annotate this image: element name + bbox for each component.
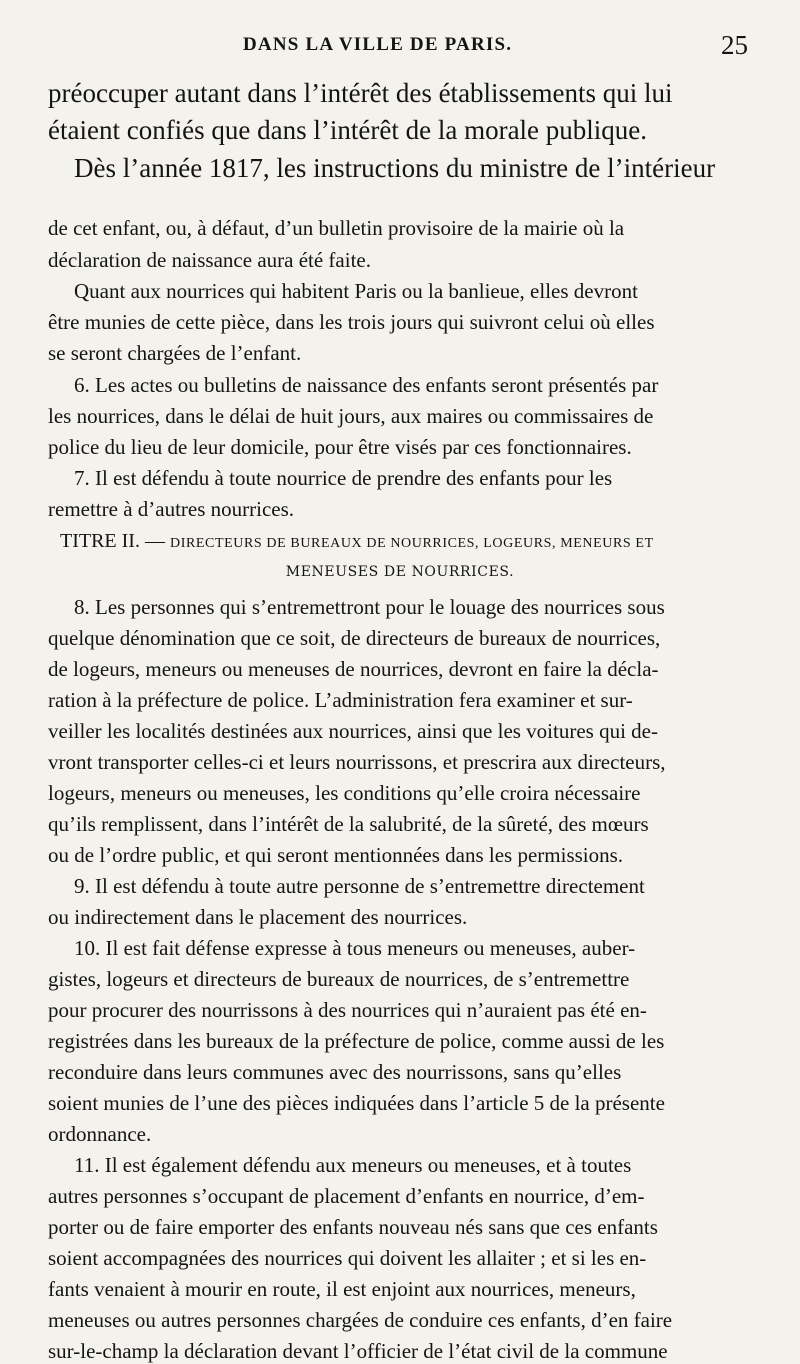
text-line: préoccuper autant dans l’intérêt des établissements qui lui <box>48 78 673 108</box>
running-title: DANS LA VILLE DE PARIS. <box>243 34 513 55</box>
text-line: pour procurer des nourrissons à des nourrices qui n’auraient pas été en- <box>48 998 647 1022</box>
text-line: 8. Les personnes qui s’entremettront pour le louage des nourrices sous <box>74 595 665 619</box>
text-line: déclaration de naissance aura été faite. <box>48 248 371 272</box>
text-line: Dès l’année 1817, les instructions du ministre de l’intérieur <box>74 153 716 183</box>
text-line: 7. Il est défendu à toute nourrice de prendre des enfants pour les <box>74 466 613 490</box>
text-line: porter ou de faire emporter des enfants nouveau nés sans que ces enfants <box>48 1215 658 1239</box>
text-line: 9. Il est défendu à toute autre personne de s’entremettre directement <box>74 874 645 898</box>
section-title-continued: MENEUSES DE NOURRICES. <box>285 564 515 580</box>
text-line: soient accompagnées des nourrices qui doivent les allaiter ; et si les en- <box>48 1246 647 1270</box>
text-line: étaient confiés que dans l’intérêt de la morale publique. <box>48 115 648 145</box>
text-line: ou indirectement dans le placement des nourrices. <box>48 905 468 929</box>
text-line: qu’ils remplissent, dans l’intérêt de la salubrité, de la sûreté, des mœurs <box>48 812 649 836</box>
page-header <box>0 30 800 64</box>
text-line: ou de l’ordre public, et qui seront mentionnées dans les permissions. <box>48 843 624 867</box>
text-line: les nourrices, dans le délai de huit jours, aux maires ou commissaires de <box>48 404 654 428</box>
text-line: remettre à d’autres nourrices. <box>48 497 295 521</box>
text-line: de cet enfant, ou, à défaut, d’un bulletin provisoire de la mairie où la <box>48 216 625 240</box>
text-line: police du lieu de leur domicile, pour être visés par ces fonctionnaires. <box>48 435 632 459</box>
text-line: vront transporter celles-ci et leurs nourrissons, et prescrira aux directeurs, <box>48 750 666 774</box>
text-line: veiller les localités destinées aux nourrices, ainsi que les voitures qui de- <box>48 719 658 743</box>
text-line: Quant aux nourrices qui habitent Paris ou la banlieue, elles devront <box>74 279 638 303</box>
page-number: 25 <box>721 30 748 60</box>
text-line: logeurs, meneurs ou meneuses, les conditions qu’elle croira nécessaire <box>48 781 641 805</box>
text-line: de logeurs, meneurs ou meneuses de nourrices, devront en faire la décla- <box>48 657 659 681</box>
section-heading <box>60 530 780 553</box>
text-line: 6. Les actes ou bulletins de naissance des enfants seront présentés par <box>74 373 659 397</box>
text-line: registrées dans les bureaux de la préfecture de police, comme aussi de les <box>48 1029 665 1053</box>
text-line: ration à la préfecture de police. L’administration fera examiner et sur- <box>48 688 633 712</box>
text-line: autres personnes s’occupant de placement d’enfants en nourrice, d’em- <box>48 1184 645 1208</box>
text-line: 10. Il est fait défense expresse à tous meneurs ou meneuses, auber- <box>74 936 636 960</box>
text-line: se seront chargées de l’enfant. <box>48 341 302 365</box>
text-line: gistes, logeurs et directeurs de bureaux de nourrices, de s’entremettre <box>48 967 630 991</box>
text-line: soient munies de l’une des pièces indiquées dans l’article 5 de la présente <box>48 1091 665 1115</box>
text-line: être munies de cette pièce, dans les trois jours qui suivront celui où elles <box>48 310 655 334</box>
text-line: ordonnance. <box>48 1122 152 1146</box>
text-line: sur-le-champ la déclaration devant l’officier de l’état civil de la commune <box>48 1339 668 1363</box>
text-line: meneuses ou autres personnes chargées de conduire ces enfants, d’en faire <box>48 1308 673 1332</box>
text-line: quelque dénomination que ce soit, de directeurs de bureaux de nourrices, <box>48 626 661 650</box>
section-heading-continued <box>0 561 800 580</box>
text-line: fants venaient à mourir en route, il est enjoint aux nourrices, meneurs, <box>48 1277 636 1301</box>
section-title: DIRECTEURS DE BUREAUX DE NOURRICES, LOGEURS, MENEURS ET <box>169 536 654 551</box>
section-label: TITRE II. — <box>60 530 170 552</box>
text-line: reconduire dans leurs communes avec des nourrissons, sans qu’elles <box>48 1060 622 1084</box>
text-line: 11. Il est également défendu aux meneurs ou meneuses, et à toutes <box>74 1153 632 1177</box>
